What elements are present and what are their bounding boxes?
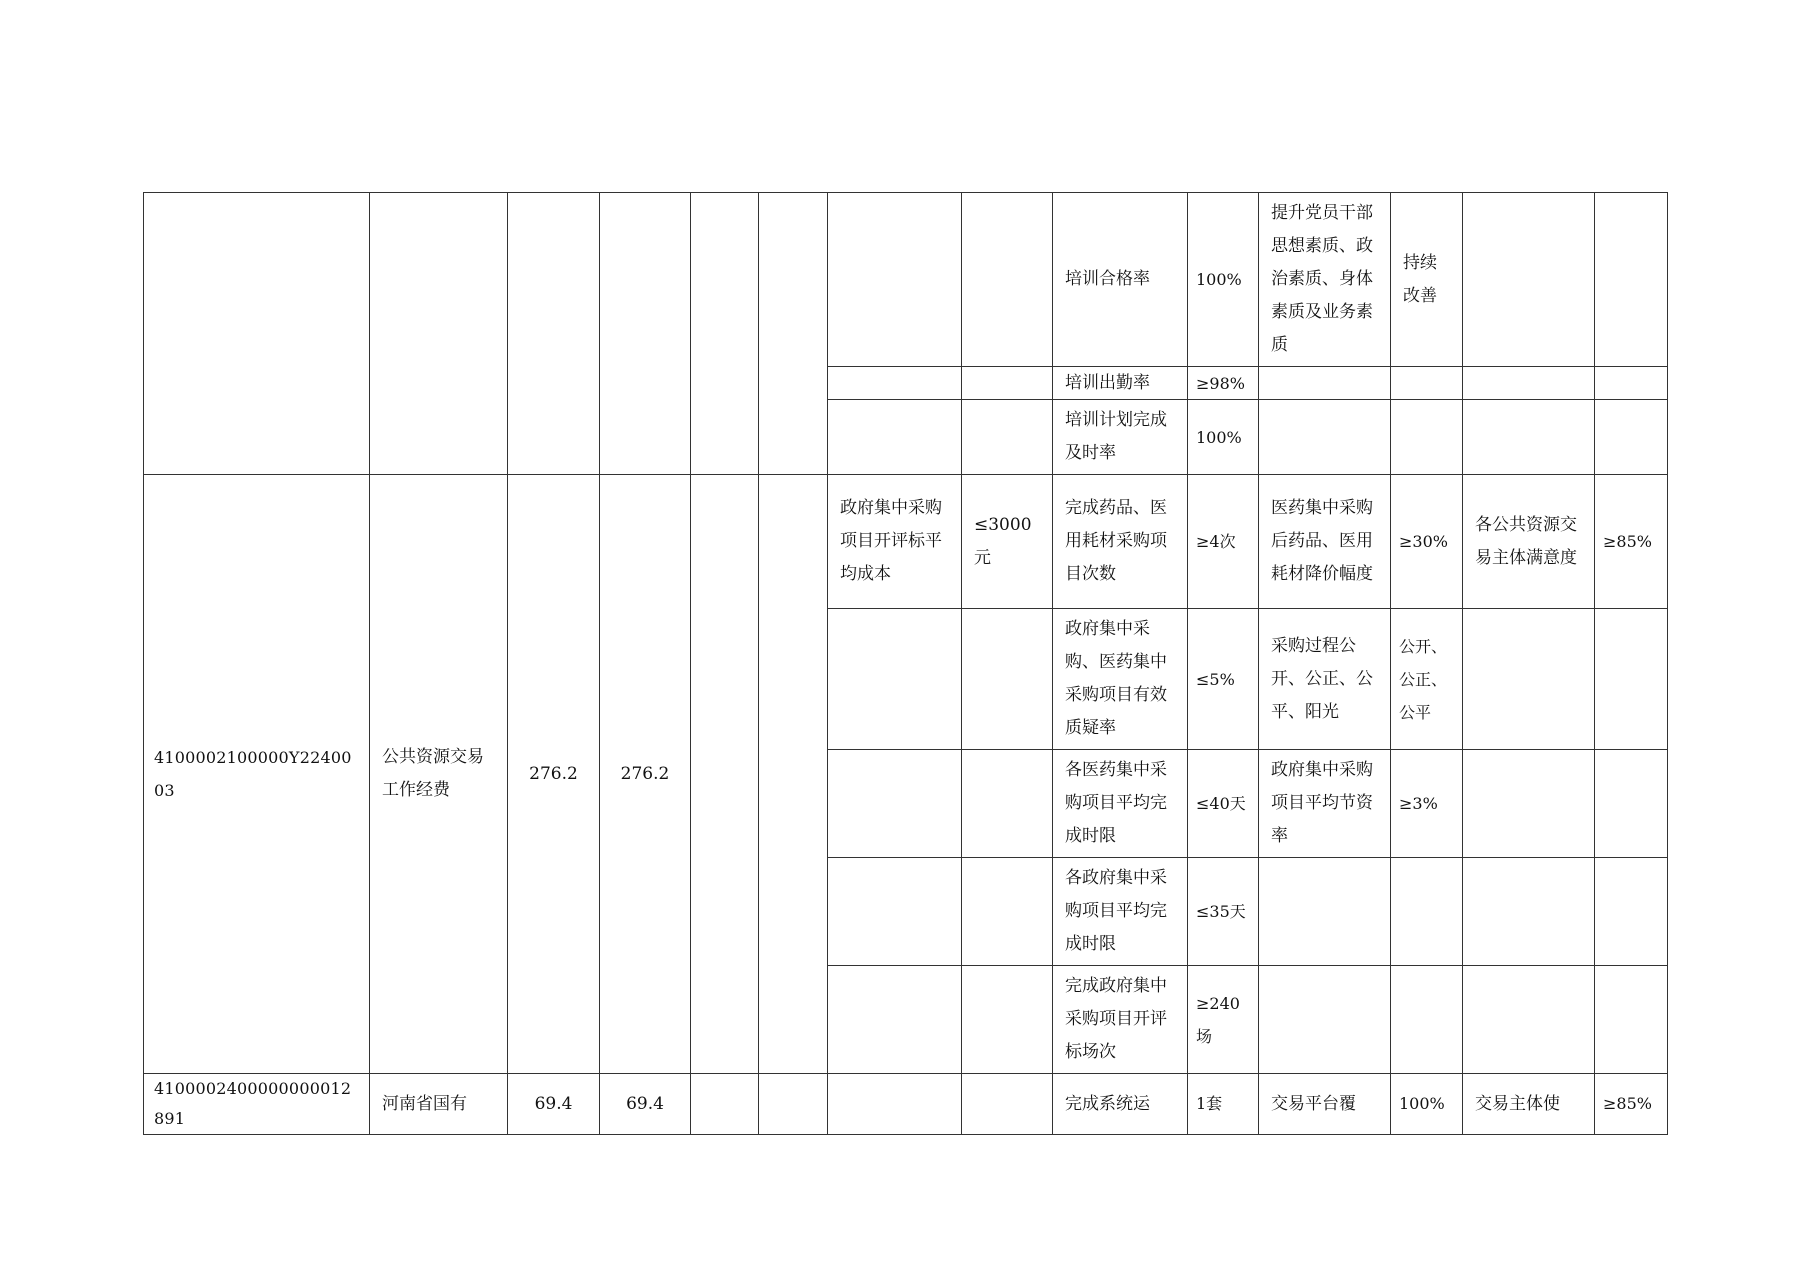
effect-indicator-cell — [1259, 858, 1391, 966]
output-indicator-cell: 完成药品、医用耗材采购项目次数 — [1053, 475, 1188, 609]
output-indicator-cell: 培训出勤率 — [1053, 367, 1188, 400]
output-target-cell: ≥4次 — [1188, 475, 1259, 609]
cost-target-cell — [962, 400, 1053, 475]
cost-target-cell — [962, 609, 1053, 750]
table-row — [144, 1074, 1668, 1135]
output-indicator-cell: 完成系统运 — [1053, 1074, 1188, 1135]
satisfaction-indicator-cell — [1463, 750, 1595, 858]
effect-indicator-cell: 提升党员干部思想素质、政治素质、身体素质及业务素质 — [1259, 193, 1391, 367]
satisfaction-target-cell: ≥85% — [1595, 1074, 1668, 1135]
output-target-cell: ≥98% — [1188, 367, 1259, 400]
table-row — [144, 475, 1668, 609]
output-target-cell: ≤35天 — [1188, 858, 1259, 966]
effect-target-cell: ≥3% — [1391, 750, 1463, 858]
amount-cell: 276.2 — [600, 475, 691, 1074]
amount-cell: 69.4 — [508, 1074, 600, 1135]
cost-target-cell — [962, 367, 1053, 400]
project-name-cell: 河南省国有 — [370, 1074, 508, 1135]
amount-cell — [600, 193, 691, 475]
satisfaction-indicator-cell — [1463, 400, 1595, 475]
cost-indicator-cell — [828, 858, 962, 966]
amount-cell: 69.4 — [600, 1074, 691, 1135]
effect-indicator-cell — [1259, 367, 1391, 400]
empty-cell — [691, 193, 759, 475]
satisfaction-indicator-cell: 交易主体使 — [1463, 1074, 1595, 1135]
output-indicator-cell: 培训计划完成及时率 — [1053, 400, 1188, 475]
project-code-cell: 4100002100000Y2240003 — [144, 475, 370, 1074]
effect-target-cell: 公开、公正、公平 — [1391, 609, 1463, 750]
cost-target-cell: ≤3000元 — [962, 475, 1053, 609]
output-target-cell: 100% — [1188, 193, 1259, 367]
cost-target-cell — [962, 858, 1053, 966]
satisfaction-target-cell — [1595, 858, 1668, 966]
satisfaction-target-cell — [1595, 966, 1668, 1074]
effect-indicator-cell — [1259, 966, 1391, 1074]
empty-cell — [691, 475, 759, 1074]
effect-indicator-cell: 交易平台覆 — [1259, 1074, 1391, 1135]
table-row — [144, 193, 1668, 367]
output-indicator-cell: 政府集中采购、医药集中采购项目有效质疑率 — [1053, 609, 1188, 750]
satisfaction-target-cell — [1595, 193, 1668, 367]
output-target-cell: ≤5% — [1188, 609, 1259, 750]
effect-target-cell: 持续改善 — [1391, 193, 1463, 367]
effect-indicator-cell — [1259, 400, 1391, 475]
satisfaction-indicator-cell — [1463, 966, 1595, 1074]
output-target-cell: 1套 — [1188, 1074, 1259, 1135]
satisfaction-indicator-cell — [1463, 193, 1595, 367]
cost-target-cell — [962, 966, 1053, 1074]
project-name-cell: 公共资源交易工作经费 — [370, 475, 508, 1074]
effect-target-cell — [1391, 858, 1463, 966]
satisfaction-target-cell — [1595, 609, 1668, 750]
cost-indicator-cell — [828, 966, 962, 1074]
cost-indicator-cell — [828, 1074, 962, 1135]
empty-cell — [759, 193, 828, 475]
output-target-cell: ≥240场 — [1188, 966, 1259, 1074]
empty-cell — [759, 1074, 828, 1135]
output-indicator-cell: 各政府集中采购项目平均完成时限 — [1053, 858, 1188, 966]
cost-indicator-cell: 政府集中采购项目开评标平均成本 — [828, 475, 962, 609]
effect-indicator-cell: 采购过程公开、公正、公平、阳光 — [1259, 609, 1391, 750]
output-indicator-cell: 各医药集中采购项目平均完成时限 — [1053, 750, 1188, 858]
output-indicator-cell: 完成政府集中采购项目开评标场次 — [1053, 966, 1188, 1074]
satisfaction-target-cell: ≥85% — [1595, 475, 1668, 609]
cost-indicator-cell — [828, 367, 962, 400]
cost-indicator-cell — [828, 609, 962, 750]
amount-cell — [508, 193, 600, 475]
output-target-cell: ≤40天 — [1188, 750, 1259, 858]
satisfaction-indicator-cell: 各公共资源交易主体满意度 — [1463, 475, 1595, 609]
performance-target-table — [143, 192, 1668, 1135]
output-target-cell: 100% — [1188, 400, 1259, 475]
amount-cell: 276.2 — [508, 475, 600, 1074]
satisfaction-indicator-cell — [1463, 858, 1595, 966]
satisfaction-target-cell — [1595, 367, 1668, 400]
effect-target-cell — [1391, 966, 1463, 1074]
effect-target-cell: ≥30% — [1391, 475, 1463, 609]
cost-target-cell — [962, 750, 1053, 858]
cost-indicator-cell — [828, 750, 962, 858]
effect-indicator-cell: 医药集中采购后药品、医用耗材降价幅度 — [1259, 475, 1391, 609]
empty-cell — [691, 1074, 759, 1135]
effect-indicator-cell: 政府集中采购项目平均节资率 — [1259, 750, 1391, 858]
effect-target-cell: 100% — [1391, 1074, 1463, 1135]
cost-indicator-cell — [828, 400, 962, 475]
effect-target-cell — [1391, 367, 1463, 400]
satisfaction-target-cell — [1595, 400, 1668, 475]
project-code-cell: 4100002400000000012891 — [144, 1074, 370, 1135]
cost-target-cell — [962, 193, 1053, 367]
satisfaction-indicator-cell — [1463, 609, 1595, 750]
empty-cell — [759, 475, 828, 1074]
output-indicator-cell: 培训合格率 — [1053, 193, 1188, 367]
satisfaction-indicator-cell — [1463, 367, 1595, 400]
project-code-cell — [144, 193, 370, 475]
cost-indicator-cell — [828, 193, 962, 367]
cost-target-cell — [962, 1074, 1053, 1135]
satisfaction-target-cell — [1595, 750, 1668, 858]
project-name-cell — [370, 193, 508, 475]
effect-target-cell — [1391, 400, 1463, 475]
